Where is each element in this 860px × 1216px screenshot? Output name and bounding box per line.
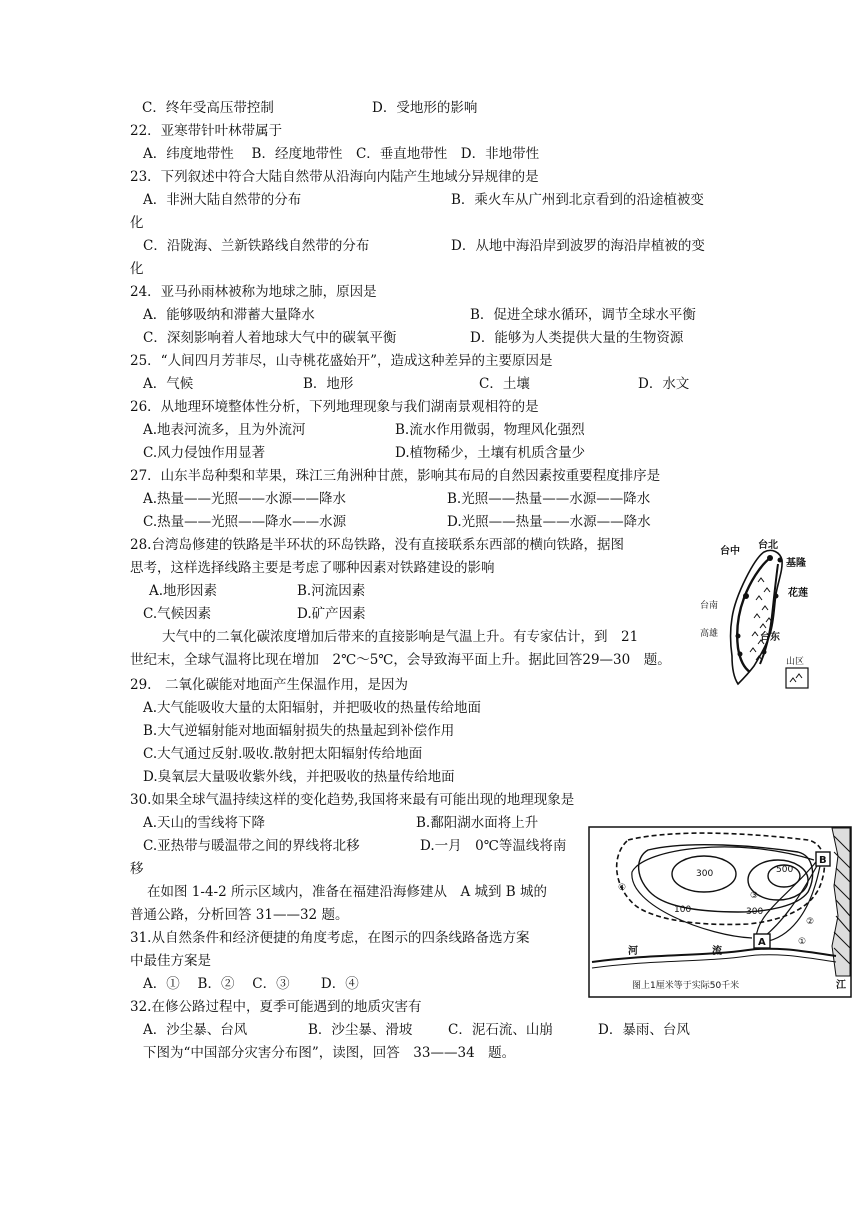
text-line: B．沙尘暴、滑坡 xyxy=(308,1022,413,1038)
sea-label: 江 xyxy=(836,980,846,991)
text-line: D．暴雨、台风 xyxy=(598,1022,690,1038)
text-line: 27．山东半岛种梨和苹果，珠江三角洲种甘蔗，影响其布局的自然因素按重要程度排序是 xyxy=(130,468,661,484)
city-dot-hualien xyxy=(774,594,779,599)
text-line: 32.在修公路过程中，夏季可能遇到的地质灾害有 xyxy=(130,999,422,1015)
river-label-2: 流 xyxy=(712,946,722,957)
text-line: A．能够吸纳和滞蓄大量降水 xyxy=(143,307,315,323)
text-line: 在如图 1-4-2 所示区域内，准备在福建沿海修建从 A 城到 B 城的 xyxy=(147,884,548,900)
route-4-marker: ④ xyxy=(618,883,627,893)
label-taichung: 台中 xyxy=(720,546,740,557)
scale-text: 图上1厘米等于实际50千米 xyxy=(632,981,740,991)
text-line: A.大气能吸收大量的太阳辐射，并把吸收的热量传给地面 xyxy=(143,700,482,716)
text-line: D.光照——热量——水源——降水 xyxy=(447,514,651,530)
text-line: B．乘火车从广州到北京看到的沿途植被变 xyxy=(451,192,704,208)
text-line: 26．从地理环境整体性分析，下列地理现象与我们湖南景观相符的是 xyxy=(130,399,539,415)
text-line: 23．下列叙述中符合大陆自然带从沿海向内陆产生地域分异规律的是 xyxy=(130,169,539,185)
label-keelung: 基隆 xyxy=(786,558,806,569)
text-line: B．地形 xyxy=(303,376,354,392)
text-line: C.热量——光照——降水——水源 xyxy=(143,514,347,530)
text-line: B．促进全球水循环，调节全球水平衡 xyxy=(470,307,696,323)
text-line: C.大气通过反射.吸收.散射把太阳辐射传给地面 xyxy=(143,746,423,762)
city-dot-tainan xyxy=(736,634,741,639)
legend-mountain-icon xyxy=(790,674,802,682)
text-line: 29. 二氧化碳能对地面产生保温作用，是因为 xyxy=(130,677,408,693)
text-line: B.鄱阳湖水面将上升 xyxy=(416,815,539,831)
legend-label: 山区 xyxy=(786,657,805,667)
text-line: 22．亚寒带针叶林带属于 xyxy=(130,123,283,139)
text-line: 下图为“中国部分灾害分布图”，读图，回答 33——34 题。 xyxy=(143,1045,516,1061)
text-line: 化 xyxy=(130,261,144,277)
river-label-1: 河 xyxy=(628,946,638,957)
text-line: C.亚热带与暖温带之间的界线将北移 xyxy=(143,838,360,854)
text-line: C．泥石流、山崩 xyxy=(448,1022,553,1038)
text-line: 30.如果全球气温持续这样的变化趋势,我国将来最有可能出现的地理现象是 xyxy=(130,792,575,808)
text-line: D.臭氧层大量吸收紫外线，并把吸收的热量传给地面 xyxy=(143,769,455,785)
text-line: A.热量——光照——水源——降水 xyxy=(143,491,347,507)
text-line: D．从地中海沿岸到波罗的海沿岸植被的变 xyxy=(451,238,705,254)
text-line: A．非洲大陆自然带的分布 xyxy=(143,192,302,208)
city-dot-keelung xyxy=(778,558,783,563)
text-line: C．深刻影响着人着地球大气中的碳氧平衡 xyxy=(143,330,397,346)
label-taipei: 台北 xyxy=(758,540,778,551)
text-line: A.地形因素 xyxy=(149,583,218,599)
text-line: D.矿产因素 xyxy=(297,606,366,622)
text-line: D．受地形的影响 xyxy=(372,100,478,116)
route-2-marker: ② xyxy=(806,917,815,927)
text-line: B.大气逆辐射能对地面辐射损失的热量起到补偿作用 xyxy=(143,723,455,739)
text-line: C．沿陇海、兰新铁路线自然带的分布 xyxy=(143,238,370,254)
text-line: D.植物稀少，土壤有机质含量少 xyxy=(395,445,586,461)
contour-label-300a: 300 xyxy=(696,869,714,879)
text-line: 28.台湾岛修建的铁路是半环状的环岛铁路，没有直接联系东西部的横向铁路，据图 xyxy=(130,537,624,553)
route-3-marker: ③ xyxy=(750,891,759,901)
text-line: 移 xyxy=(130,861,144,877)
text-line: A．① B．② C．③ D．④ xyxy=(143,976,359,992)
text-line: C.风力侵蚀作用显著 xyxy=(143,445,266,461)
text-line: D．水文 xyxy=(638,376,690,392)
text-line: 化 xyxy=(130,215,144,231)
route-map-svg xyxy=(588,826,852,998)
city-dot-taitung xyxy=(762,650,767,655)
city-b-label: B xyxy=(819,855,827,866)
text-line: 普通公路，分析回答 31——32 题。 xyxy=(130,907,349,923)
text-line: B.流水作用微弱，物理风化强烈 xyxy=(395,422,585,438)
contour-label-100: 100 xyxy=(674,905,692,915)
route-map xyxy=(588,826,852,998)
label-kaohsiung: 高雄 xyxy=(700,629,719,639)
contour-label-500: 500 xyxy=(776,865,794,875)
city-dot-kaohsiung xyxy=(738,652,743,657)
text-line: 大气中的二氧化碳浓度增加后带来的直接影响是气温上升。有专家估计，到 21 xyxy=(162,629,639,645)
text-line: 思考，这样选择线路主要是考虑了哪种因素对铁路建设的影响 xyxy=(130,560,495,576)
label-tainan: 台南 xyxy=(700,601,719,611)
text-line: 25．“人间四月芳菲尽，山寺桃花盛始开”，造成这种差异的主要原因是 xyxy=(130,353,553,369)
label-taitung: 台东 xyxy=(760,632,780,643)
mountain-symbols xyxy=(750,578,772,660)
text-line: 世纪末，全球气温将比现在增加 2℃～5℃，会导致海平面上升。据此回答29—30 题。 xyxy=(130,652,671,668)
city-dot-taipei xyxy=(767,555,773,561)
text-line: A．气候 xyxy=(143,376,194,392)
text-line: A.天山的雪线将下降 xyxy=(143,815,266,831)
legend-box xyxy=(786,668,808,688)
label-hualien: 花莲 xyxy=(788,588,808,599)
city-dot-taichung xyxy=(743,593,749,599)
text-line: A.地表河流多，且为外流河 xyxy=(143,422,306,438)
taiwan-map xyxy=(686,538,814,694)
text-line: D．能够为人类提供大量的生物资源 xyxy=(470,330,684,346)
text-line: C．土壤 xyxy=(479,376,530,392)
text-line: C.气候因素 xyxy=(143,606,212,622)
text-line: A．纬度地带性 B．经度地带性 C．垂直地带性 D．非地带性 xyxy=(143,146,540,162)
text-line: 24．亚马孙雨林被称为地球之肺，原因是 xyxy=(130,284,377,300)
text-line: A．沙尘暴、台风 xyxy=(143,1022,248,1038)
text-line: C．终年受高压带控制 xyxy=(142,100,274,116)
text-line: D.一月 0℃等温线将南 xyxy=(420,838,567,854)
text-line: B.河流因素 xyxy=(297,583,366,599)
text-line: B.光照——热量——水源——降水 xyxy=(447,491,651,507)
text-line: 中最佳方案是 xyxy=(130,953,211,969)
text-line: 31.从自然条件和经济便捷的角度考虑，在图示的四条线路备选方案 xyxy=(130,930,530,946)
contour-label-300b: 300 xyxy=(746,907,764,917)
route-1-marker: ① xyxy=(798,937,807,947)
city-a-label: A xyxy=(758,937,766,948)
taiwan-map-svg xyxy=(686,538,814,694)
